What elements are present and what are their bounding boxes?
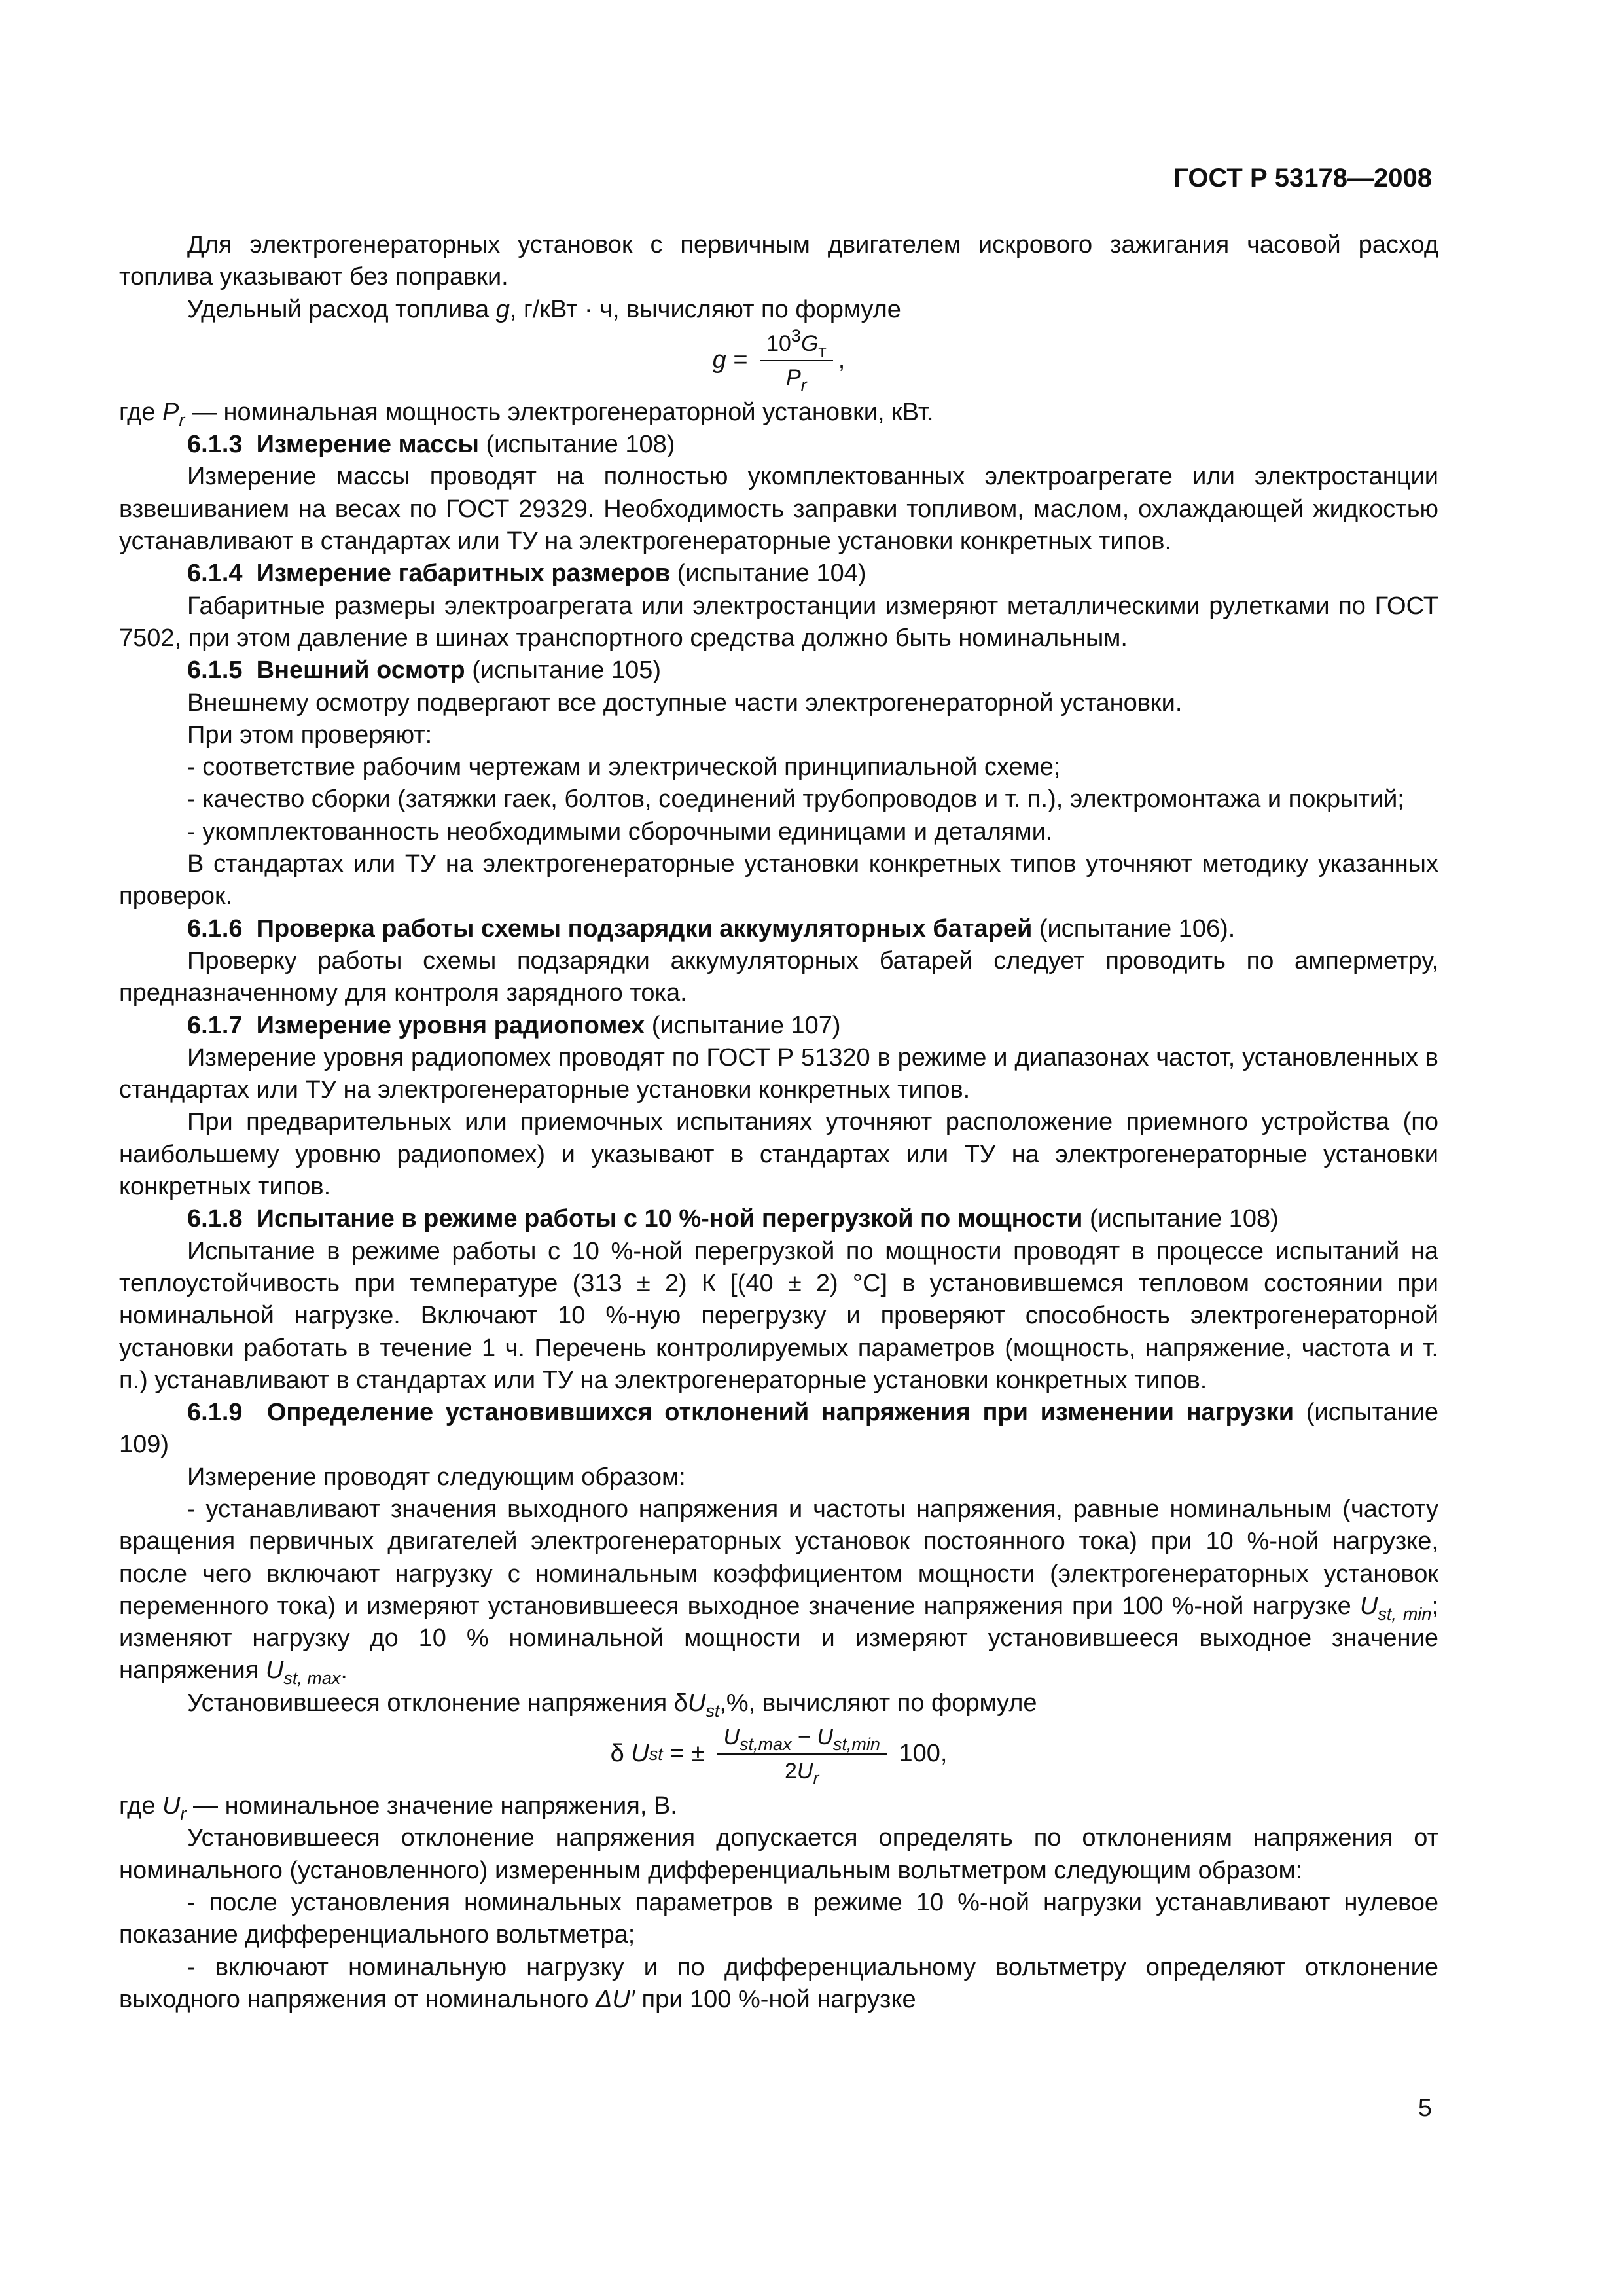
fraction-denominator xyxy=(786,361,807,395)
paragraph: При предварительных или приемочных испытаниях уточняют расположение приемного устройства (по наибольшему уровню радиопомех) и указывают в стандартах или ТУ на электрогенераторные установки конкретных типов. xyxy=(119,1108,1438,1201)
text-run: — номинальное значение напряжения, В. xyxy=(186,1792,677,1820)
text-run: . xyxy=(340,1657,348,1685)
section-title: Измерение массы xyxy=(256,431,479,459)
section-title: Определение установившихся отклонений напряжения при изменении нагрузки xyxy=(266,1399,1294,1427)
section-heading-6-1-8 xyxy=(119,1203,1438,1235)
paragraph xyxy=(119,1790,1438,1822)
section-number: 6.1.3 xyxy=(187,431,243,459)
math-var: G xyxy=(800,331,819,356)
paragraph: Измерение уровня радиопомех проводят по ГОСТ Р 51320 в режиме и диапазонах частот, установленных в стандартах или ТУ на электрогенераторные установки конкретных типов. xyxy=(119,1043,1438,1104)
section-heading-6-1-9 xyxy=(119,1397,1438,1462)
math-var: U xyxy=(631,1740,649,1768)
paragraph: В стандартах или ТУ на электрогенераторные установки конкретных типов уточняют методику указанных проверок. xyxy=(119,850,1438,910)
math-op: = xyxy=(726,346,755,374)
section-number: 6.1.7 xyxy=(187,1011,243,1039)
math-var: ΔU′ xyxy=(595,1985,635,2013)
math-var: P xyxy=(162,398,179,426)
list-item xyxy=(119,1494,1438,1687)
paragraph xyxy=(119,397,1438,429)
math-var: U xyxy=(1359,1592,1378,1620)
text-run: при 100 %-ной нагрузке xyxy=(634,1985,916,2013)
section-note: (испытание 109) xyxy=(119,1399,1438,1459)
math-var: g xyxy=(495,295,510,323)
section-number: 6.1.9 xyxy=(187,1399,243,1427)
section-title: Внешний осмотр xyxy=(256,656,465,685)
paragraph: Проверку работы схемы подзарядки аккумуляторных батарей следует проводить по амперметру, предназначенному для контроля зарядного тока. xyxy=(119,946,1438,1007)
fraction-numerator xyxy=(760,325,833,361)
text-run: - устанавливают значения выходного напряжения и частоты напряжения, равные номинальным (частоту вращения первичных двигателей электрогенераторных установок постоянного тока) при 10 %-ной нагрузке, после чего включают нагрузку с номинальным коэффициентом мощности (электрогенераторных установок переменного тока) и измеряют установившееся выходное значение напряжения при 100 %-ной нагрузке xyxy=(119,1495,1438,1620)
math-var: U xyxy=(265,1657,284,1685)
math-sub: st, min xyxy=(1378,1604,1432,1624)
math-var: U xyxy=(723,1725,740,1750)
math-var: g xyxy=(712,346,726,374)
formula-specific-consumption xyxy=(119,325,1438,395)
text-run: Установившееся отклонение напряжения xyxy=(187,1689,674,1717)
math-var: P xyxy=(786,365,801,390)
math-sub: т xyxy=(818,340,827,361)
math-sub: st xyxy=(705,1700,720,1721)
paragraph: Внешнему осмотру подвергают все доступные части электрогенераторной установки. xyxy=(187,689,1183,717)
fraction xyxy=(760,325,833,395)
paragraph: Испытание в режиме работы с 10 %-ной перегрузкой по мощности проводят в процессе испытаний на теплоустойчивость при температуре (313 ± 2) К [(40 ± 2) °С] в установившемся тепловом состоянии при номинальной нагрузке. Включают 10 %-ную перегрузку и проверяют способность электрогенераторной установки работать в течение 1 ч. Перечень контролируемых параметров (мощность, напряжение, частота и т. п.) устанавливают в стандартах или ТУ на электрогенераторные установки конкретных типов. xyxy=(119,1237,1438,1394)
math-op: δ xyxy=(673,1689,688,1717)
math-var: U xyxy=(687,1689,706,1717)
math-num: 2 xyxy=(784,1759,797,1784)
section-heading-6-1-3 xyxy=(119,429,1438,461)
text-run: где xyxy=(119,1792,163,1820)
list-item: - укомплектованность необходимыми сборочными единицами и деталями. xyxy=(187,817,1053,846)
document-header: ГОСТ Р 53178—2008 xyxy=(1173,164,1432,192)
text-run: где xyxy=(119,398,163,426)
section-heading-6-1-4 xyxy=(119,558,1438,590)
math-num: 10 xyxy=(766,331,791,356)
math-sub: r xyxy=(800,374,807,395)
text-run: - включают номинальную нагрузку и по дифференциальному вольтметру определяют отклонение выходного напряжения от номинального xyxy=(119,1953,1438,2013)
paragraph xyxy=(119,1687,1438,1719)
fraction-numerator xyxy=(717,1723,886,1755)
section-number: 6.1.5 xyxy=(187,656,243,685)
section-title: Измерение габаритных размеров xyxy=(256,560,671,588)
text-run: ,%, вычисляют по формуле xyxy=(719,1689,1037,1717)
math-var: U xyxy=(796,1759,813,1784)
math-op: δ xyxy=(610,1740,632,1768)
math-op: − xyxy=(791,1725,817,1750)
math-punct: , xyxy=(838,346,846,374)
fraction-denominator xyxy=(784,1755,819,1789)
math-sub: r xyxy=(180,1804,187,1824)
text-run: , г/кВт · ч, вычисляют по формуле xyxy=(509,295,901,323)
paragraph xyxy=(119,294,1438,326)
math-op: = ± xyxy=(662,1740,712,1768)
paragraph: Для электрогенераторных установок с первичным двигателем искрового зажигания часовой расход топлива указывают без поправки. xyxy=(119,231,1438,291)
section-title: Измерение уровня радиопомех xyxy=(256,1011,645,1039)
list-item: - соответствие рабочим чертежам и электрической принципиальной схеме; xyxy=(187,753,1061,781)
section-number: 6.1.6 xyxy=(187,914,243,942)
list-item xyxy=(119,1952,1438,2017)
section-title: Проверка работы схемы подзарядки аккумуляторных батарей xyxy=(256,914,1033,942)
math-sub: r xyxy=(179,410,185,430)
section-note: (испытание 106). xyxy=(1039,914,1236,942)
text-run: ; изменяют нагрузку до 10 % номинальной мощности и измеряют установившееся выходное значение напряжения xyxy=(119,1592,1438,1685)
text-run: — номинальная мощность электрогенераторной установки, кВт. xyxy=(185,398,934,426)
section-note: (испытание 104) xyxy=(677,560,866,588)
section-note: (испытание 105) xyxy=(472,656,662,685)
math-sub: st, max xyxy=(283,1668,341,1689)
section-heading-6-1-7 xyxy=(119,1010,1438,1042)
paragraph: Измерение массы проводят на полностью укомплектованных электроагрегате или электростанции взвешиванием на весах по ГОСТ 29329. Необходимость заправки топливом, маслом, охлаждающей жидкостью устанавливают в стандартах или ТУ на электрогенераторные установки конкретных типов. xyxy=(119,463,1438,556)
math-sub: st,min xyxy=(832,1734,880,1755)
document-body xyxy=(119,229,1438,2016)
page-number: 5 xyxy=(1418,2094,1432,2122)
text-run: Удельный расход топлива xyxy=(187,295,496,323)
section-heading-6-1-6 xyxy=(119,913,1438,945)
math-sub: r xyxy=(813,1768,819,1789)
math-var: U xyxy=(162,1792,181,1820)
math-var: U xyxy=(817,1725,833,1750)
math-sub: st,max xyxy=(740,1734,792,1755)
list-item: - качество сборки (затяжки гаек, болтов, соединений трубопроводов и т. п.), электромонтажа и покрытий; xyxy=(187,785,1404,814)
math-punct: 100, xyxy=(891,1740,948,1768)
paragraph: Установившееся отклонение напряжения допускается определять по отклонениям напряжения от номинального (установленного) измеренным дифференциальным вольтметром следующим образом: xyxy=(119,1824,1438,1884)
section-number: 6.1.8 xyxy=(187,1205,243,1233)
section-heading-6-1-5 xyxy=(119,655,1438,687)
paragraph: При этом проверяют: xyxy=(187,721,433,749)
section-note: (испытание 108) xyxy=(1089,1205,1279,1233)
section-note: (испытание 108) xyxy=(486,431,675,459)
list-item: - после установления номинальных параметров в режиме 10 %-ной нагрузки устанавливают нулевое показание дифференциального вольтметра; xyxy=(119,1888,1438,1949)
section-title: Испытание в режиме работы с 10 %-ной перегрузкой по мощности xyxy=(256,1205,1083,1233)
paragraph: Измерение проводят следующим образом: xyxy=(187,1463,686,1491)
math-sup: 3 xyxy=(791,325,801,346)
paragraph: Габаритные размеры электроагрегата или электростанции измеряют металлическими рулетками по ГОСТ 7502, при этом давление в шинах транспортного средства должно быть номинальным. xyxy=(119,592,1438,652)
formula-voltage-deviation: δ U st = ± $\frac{U_{st,max} - U_{st,min}}{2U_r}$ 100, xyxy=(610,1725,948,1789)
section-number: 6.1.4 xyxy=(187,560,243,588)
section-note: (испытание 107) xyxy=(651,1011,841,1039)
